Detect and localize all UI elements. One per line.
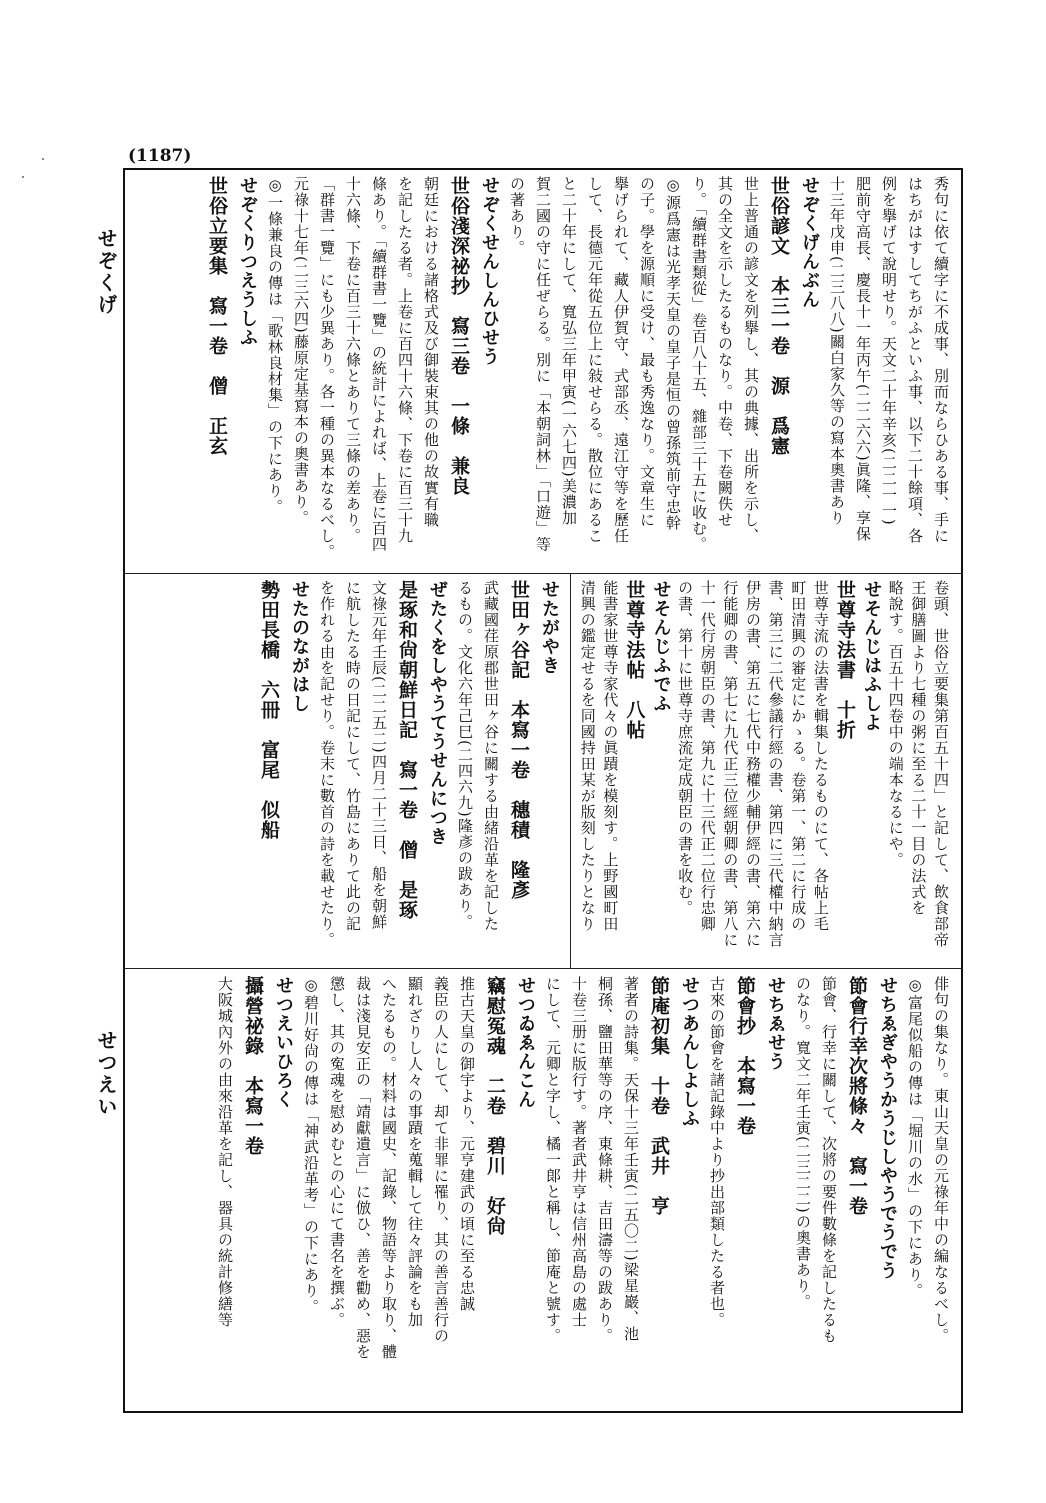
entry-text-line: 十三年戊申(二三八八)關白家久等の寫本奧書あり (828, 176, 846, 526)
entry-text-line: して、長德元年從五位上に敍せらる。散位にあるこ (586, 176, 604, 544)
entry-text-line: 裁は淺見安正の「靖獻遺言」に倣ひ、善を勸め、惡を (354, 976, 372, 1360)
entry-text-line: と二十年にして、寬弘三年甲寅(一六七四)美濃加 (560, 176, 578, 526)
entry-text-line: 懲し、其の寃魂を慰めむとの心にて書名を撰ぶ。 (328, 976, 346, 1328)
entry-text-line: 肥前守高長、慶長十一年丙午(二二六六)眞隆、享保 (854, 176, 872, 542)
entry-reading: せつあんしよしふ (679, 976, 700, 1128)
entry-title: 是琢和尙朝鮮日記 寫一卷 僧 是琢 (396, 580, 418, 920)
entry-text-line: 十六條、下卷に百三十六條とありて三條の差あり。 (344, 176, 362, 544)
entry-text-line: 擧げられて、藏人伊賀守、式部丞、遠江守等を歷任 (612, 176, 630, 544)
margin-label-top: せぞくげ (94, 228, 118, 316)
entry-reading: せつえいひろく (273, 976, 294, 1109)
entry-text-line: 桐孫、鹽田華等の序、東條耕、吉田濤等の跋あり。 (596, 976, 614, 1344)
entry-title: 勢田長橋 六冊 富尾 似船 (258, 580, 280, 840)
entry-title: 世尊寺法帖 八帖 (623, 580, 646, 740)
entry-title: 攝營祕錄 本寫一卷 (242, 976, 264, 1156)
entry-text-line: 著者の詩集。天保十三年壬寅(二五〇二)梁星巖、池 (622, 976, 640, 1342)
entry-text-line: 十卷三册に版行す。著者武井亨は信州高島の處士 (570, 976, 588, 1328)
entry-title: 竊慰冤魂 二卷 碧川 好尙 (484, 976, 506, 1236)
entry-text-line: 世上普通の諺文を列擧し、其の典據、出所を示し、 (742, 176, 760, 544)
scan-dot (22, 176, 24, 178)
margin-label-bottom: せつえい (94, 1030, 118, 1118)
scan-dot (42, 158, 44, 160)
entry-text-line: 能書家世尊寺家代々の眞蹟を模刻す。上野國町田 (601, 580, 620, 932)
divider-horizontal-2 (125, 968, 961, 969)
entry-text-line: ◎碧川好尙の傳は「神武沿革考」の下にあり。 (302, 976, 320, 1315)
entry-reading: せそんじはふしよ (861, 580, 883, 732)
entry-text-line: 推古天皇の御宇より、元亨建武の頃に至る忠誠 (458, 976, 476, 1312)
entry-title: 世俗立要集 寫一卷 僧 正玄 (206, 176, 228, 456)
entry-title: 世俗淺深祕抄 寫三卷 一條 兼良 (448, 176, 470, 496)
entry-reading: せちゑぎやうかうじしやうでうでう (877, 976, 898, 1280)
entry-reading: せそんじふでふ (650, 580, 672, 713)
divider-horizontal-1 (125, 573, 961, 574)
band-middle-right (578, 580, 954, 964)
entry-text-line: 元祿十七年(二三六四)藤原定基寫本の奧書あり。 (292, 176, 310, 526)
divider-vertical-middle (570, 574, 571, 968)
entry-text-line: 町田清興の審定にかゝる。卷第一、第二に行成の (789, 580, 808, 932)
entry-title: 世俗諺文 本三一卷 源 爲憲 (768, 176, 790, 456)
entry-text-line: 書、第三に二代參議行經の書、第四に三代權中納言 (766, 580, 785, 948)
entry-text-line: を記したる者。上卷に百四十六條、下卷に百三十九 (396, 176, 414, 544)
entry-title: 世田ヶ谷記 本寫一卷 穗積 隆彥 (508, 580, 530, 900)
entry-reading: せたのながはし (289, 580, 310, 713)
entry-text-line: 卷頭、世俗立要集第百五十四」と記して、飲食部帝 (932, 580, 950, 948)
entry-text-line: 秀句に依て續字に不成事、別而ならひある事、手に (932, 176, 950, 544)
band-top-right (132, 176, 954, 568)
entry-text-line: 伊房の書、第五に七代中務權少輔伊經の書、第六に (744, 580, 763, 948)
entry-text-line: 略說す。百五十四卷中の端本なるにや。 (886, 580, 905, 868)
entry-text-line: 義臣の人にして、却て非罪に罹り、其の善言善行の (432, 976, 450, 1344)
entry-reading: せつゐゑんこん (515, 976, 536, 1109)
entry-text-line: はちがはすしてちがふといふ事、以下二十餘項、各 (906, 176, 924, 544)
entry-text-line: ◎一條兼良の傳は「歌林良材集」の下にあり。 (266, 176, 284, 515)
entry-text-line: ◎源爲憲は光孝天皇の皇子是恒の曾孫筑前守忠幹 (664, 176, 682, 531)
entry-title: 節會行幸次將條々 寫一卷 (846, 976, 868, 1216)
entry-text-line: 文祿元年壬辰(二二五二)四月二十三日、船を朝鮮 (370, 580, 388, 930)
entry-reading: ぜたくをしやうてうせんにつき (427, 580, 448, 846)
entry-text-line: 其の全文を示したるものなり。中卷、下卷闕佚せ (716, 176, 734, 528)
entry-text-line: 行能卿の書、第七に九代正三位經朝卿の書、第八に (721, 580, 740, 948)
entry-text-line: 賀二國の守に任ぜらる。別に「本朝詞林」「口遊」等 (534, 176, 552, 553)
entry-text-line: 節會、行幸に關して、次將の要件數條を記したるも (820, 976, 838, 1344)
entry-text-line: 顯れざりし人々の事蹟を蒐輯して往々評論をも加 (406, 976, 424, 1328)
entry-text-line: 武藏國荏原郡世田ヶ谷に關する由緒沿革を記した (482, 580, 500, 932)
entry-text-line: 清興の鑑定せるを同國持田某が版刻したりとなり (578, 580, 597, 932)
entry-title: 節會抄 本寫一卷 (734, 976, 756, 1136)
band-middle-left (132, 580, 564, 964)
entry-text-line: 世尊寺流の法書を輯集したるものにて、各帖上毛 (811, 580, 830, 932)
entry-text-line: 例を擧げて說明せり。天文二十年辛亥(二二一一) (880, 176, 898, 526)
entry-title: 節庵初集 十卷 武井 亨 (648, 976, 670, 1216)
band-bottom (132, 976, 954, 1406)
entry-reading: せたがやき (539, 580, 560, 675)
entry-text-line: 條あり。「續群書一覽」の統計によれば、上卷に百四 (370, 176, 388, 553)
entry-reading: せぞくりつえうしふ (237, 176, 258, 347)
entry-text-line: に航したる時の日記にして、竹島にありて此の記 (344, 580, 362, 932)
entry-text-line: の子。學を源順に受け、最も秀逸なり。文章生に (638, 176, 656, 528)
entry-text-line: 朝廷における諸格式及び御裝束其の他の故實有職 (422, 176, 440, 528)
entry-text-line: ◎富尾似船の傳は「堀川の水」の下にあり。 (906, 976, 924, 1299)
entry-text-line: 十一代行房朝臣の書、第九に十三代正二位行忠卿 (698, 580, 717, 932)
entry-text-line: るもの。文化六年己巳(二四六九)隆彥の跋あり。 (456, 580, 474, 930)
entry-text-line: 古來の節會を諸記錄中より抄出部類したる者也。 (708, 976, 726, 1328)
entry-reading: せぞくせんしんひせう (479, 176, 500, 366)
entry-text-line: り。「續群書類從」卷百八十五、雜部三十五に收む。 (690, 176, 708, 553)
entry-text-line: へたるもの。材料は國史、記錄、物語等より取り、體 (380, 976, 398, 1360)
entry-title: 世尊寺法書 十折 (834, 580, 857, 740)
page-number: (1187) (128, 146, 192, 166)
entry-text-line: 「群書一覽」にも少異あり。各一種の異本なるべし。 (318, 176, 336, 560)
entry-text-line: の著あり。 (508, 176, 526, 256)
entry-text-line: の書、第十に世尊寺庶流定成朝臣の書を收む。 (676, 580, 695, 916)
entry-reading: せちゑせう (765, 976, 786, 1071)
entry-text-line: 俳句の集なり。東山天皇の元祿年中の編なるべし。 (932, 976, 950, 1344)
entry-text-line: のなり。寬文二年壬寅(二三二二)の奧書あり。 (794, 976, 812, 1310)
entry-reading: せぞくげんぶん (799, 176, 820, 309)
entry-text-line: を作れる由を記せり。卷末に數首の詩を載せたり。 (318, 580, 336, 948)
entry-text-line: にして、元卿と字し、橘一郞と稱し、節庵と號す。 (544, 976, 562, 1344)
entry-text-line: 王御膳圖より七種の粥に至る二十一目の法式を (909, 580, 928, 916)
entry-text-line: 大阪城內外の由來沿革を記し、器具の統計修繕等 (216, 976, 234, 1328)
